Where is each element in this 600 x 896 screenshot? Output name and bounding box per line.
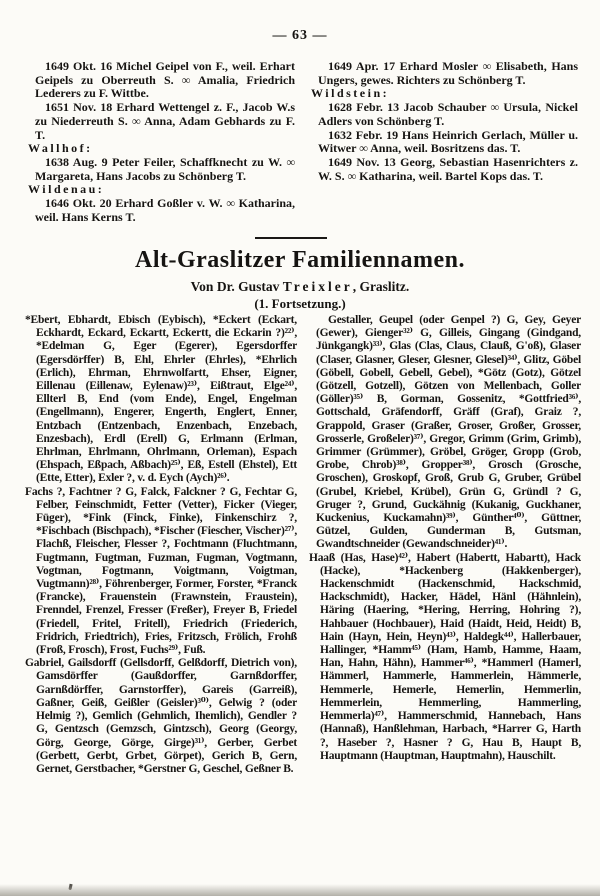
byline-author-name: Treixler bbox=[282, 279, 353, 294]
name-group-paragraph-g-continued: Gestaller, Geupel (oder Genpel ?) G, Gey, Geyer (Gewer), Gienger³²⁾ G, Gilleis, Gingang (Gindgand, Jünkgangk)³³⁾, Glas (Clas, Claus, Clauß, G'oß), Glaser (Claser, Glasner, Gleser, Glesner, Glesel)³⁴⁾, Glitz, Göbel (Göbell, Gobell, Gebell, Gebel), *Götz (Gotz), Götzel (Götzell, Gotzell), Götzen von Mellenbach, Goller (Göller)³⁵⁾ B, Gorman, Gossenitz, *Gottfried³⁶⁾, Gottschald, Gräfendorff, Gräff (Graf), Graiz ?, Grappold, Graser (Graßer, Groser, Großer, Grosser, Grosserle, Großeler)³⁷⁾, Gregor, Grimm (Grim, Grimb), Grimmer (Grümmer), Gröbel, Gröger, Gropp (Grob, Grobe, Chrob)³⁸⁾, Gropper³⁸⁾, Grosch (Grosche, Groschen), Groskopf, Groß, Grub G, Gruber, Grübel (Grubel, Kriebel, Krübel), Grün G, Gründl ? G, Gruger ?, Grund, Guckähnig (Kukanig, Guckhaner, Kuckenius, Kuckamahn)³⁹⁾, Günther⁴⁰⁾, Güttner, Gützel, Gulden, Gunderman B, Gutsman, Gwandtschneider (Gewandschneider)⁴¹⁾. bbox=[316, 314, 581, 551]
byline-suffix: , Graslitz. bbox=[352, 279, 410, 294]
byline-prefix: Von Dr. Gustav bbox=[190, 279, 283, 294]
name-group-paragraph-e: *Ebert, Ebhardt, Ebisch (Eybisch), *Eckert (Eckart, Eckhardt, Eckard, Eckartt, Eckertt, die Eckarin ?)²²⁾, *Edelman G, Eger (Egerer), Egersdorffer (Egersdörffer) B, Ehl, Ehrler (Ehrles), *Ehrlich (Erlich), Ehrman, Ehrnwolfartt, Ehser, Eigner, Eillenau (Eillenaw, Eylenaw)²³⁾, Eißtraut, Elge²⁴⁾, Ellterl B, End (vom Ende), Engel, Engelman (Engellmann), Engerer, Engerth, Englert, Enner, Entzbach (Entzenbach, Enzenbach, Enzebach, Enzesbach), Erdl (Erell) G, Erlmann (Erlman, Ehrlman, Ehrlmann, Ohrlmann, Orleman), Espach (Ehspach, Eßpach, Aßbach)²⁵⁾, Eß, Estell (Ehstel), Ett (Ette, Etter), Exler ?, v. d. Eych (Aych)²⁶⁾. bbox=[25, 314, 297, 485]
record-entry: 1651 Nov. 18 Erhard Wettengel z. F., Jacob W.s zu Niederreuth S. ∞ Anna, Adam Gebhards zu F. T. bbox=[35, 100, 295, 142]
record-entry: 1632 Febr. 19 Hans Heinrich Gerlach, Müller u. Witwer ∞ Anna, weil. Bosritzens das. T. bbox=[318, 127, 578, 156]
place-heading: Wildstein: bbox=[311, 86, 390, 101]
namelist-right-column bbox=[309, 314, 581, 870]
record-entry: 1649 Nov. 13 Georg, Sebastian Hasenrichters z. W. S. ∞ Katharina, weil. Bartel Kops das. T. bbox=[318, 154, 578, 183]
name-group-paragraph-h: Haaß (Has, Hase)⁴²⁾, Habert (Habertt, Habartt), Hack (Hacke), *Hackenberg (Hakkenberger), Hackenschmidt (Hackenschmid, Hackschmid, Hackschmidt), Hacker, Hädel, Hänl (Hähnlein), Häring (Haering, *Hering, Herring, Hohring ?), Hahbauer (Hochbauer), Haid (Haidt, Heid, Heidt) B, Hain (Hayn, Hein, Heyn)⁴³⁾, Haldegk⁴⁴⁾, Hallerbauer, Hallinger, *Hamm⁴⁵⁾ (Ham, Hamb, Hamme, Haam, Han, Hahn, Hähn), Hammer⁴⁶⁾, *Hammerl (Hamerl, Hämmerl, Hammerle, Hammerlein, Hämmerle, Hemmerle, Hemerle, Hemerlin, Hemmerlin, Hemmerlein, Hemmerling, Hammerling, Hemmerla)⁴⁷⁾, Hammerschmid, Hannebach, Hans (Hannaß), Hanßlehman, Harbach, *Harrer G, Harth ?, Haseber ?, Hasner ? G, Hau B, Haupt B, Hauptmann (Hauptman, Hauptmahn), Hauschilt. bbox=[309, 551, 581, 762]
name-group-paragraph-f: Fachs ?, Fachtner ? G, Falck, Falckner ? G, Fechtar G, Felber, Feinschmidt, Fetter (Vetter), Ficker (Vieger, Füger), *Fink (Finck, Finke), Finkenschirz ?, *Fischbach (Bischpach), *Fischer (Fiescher, Vischer)²⁷⁾, Flachß, Fleischer, Flesser ?, Fochtmann (Fluchtmann, Fugtmann, Fugtman, Fuzman, Fugman, Vogtmann, Vogtman, Fogtmann, Voigtmann, Voigtman, Vugtmann)²⁸⁾, Föhrenberger, Former, Forster, *Franck (Francke), Frauenstein (Frawnstein, Fraustein), Frenndel, Frenzel, Fresser (Freßer), Freyer B, Friedel (Friedell, Fritel, Fritell), Friedrich (Friederich, Fridrich, Friedtrich), Fries, Fritzsch, Frölich, Frohß (Froß, Frosch), Frost, Fuchs²⁹⁾, Fuß. bbox=[25, 485, 297, 657]
page-number: — 63 — bbox=[272, 28, 328, 43]
name-group-paragraph-g: Gabriel, Gailsdorff (Gellsdorff, Gelßdorff, Dietrich von), Gamsdörffer (Gaußdorffer, Garnßdorffer, Garnßdörffer, Garnstorffer), Gareis (Garreiß), Gaßner, Geiß, Geißler (Geisler)³⁰⁾, Gelwig ? (oder Helmig ?), Gemlich (Gehmlich, Ihemlich), Gendler ? G, Gentzsch (Gemzsch, Gintzsch), Georg (Georgy, Görg, George, Görge, Girge)³¹⁾, Gerber, Gerbet (Gerbett, Gerbt, Grbet, Görpet), Gerich B, Gern, Gernet, Gerstbacher, *Gerstner G, Geschel, Geßner B. bbox=[25, 657, 297, 775]
marriage-records-section bbox=[28, 60, 578, 224]
article-byline bbox=[0, 279, 600, 295]
family-name-list bbox=[25, 314, 581, 870]
record-entry: 1649 Apr. 17 Erhard Mosler ∞ Elisabeth, Hans Ungers, gewes. Richters zu Schönberg T. bbox=[318, 59, 578, 87]
record-entry: 1646 Okt. 20 Erhard Goßler v. W. ∞ Katharina, weil. Hans Kerns T. bbox=[35, 196, 295, 224]
record-entry: 1628 Febr. 13 Jacob Schauber ∞ Ursula, Nickel Adlers von Schönberg T. bbox=[318, 100, 578, 128]
article-title: Alt-Graslitzer Familiennamen. bbox=[135, 247, 465, 273]
record-entry: 1638 Aug. 9 Peter Feiler, Schaffknecht zu W. ∞ Margareta, Hans Jacobs zu Schönberg T. bbox=[35, 154, 295, 183]
records-right-column bbox=[311, 60, 578, 224]
scan-edge-shadow bbox=[0, 884, 600, 896]
place-heading: Wallhof: bbox=[28, 141, 93, 156]
records-left-column bbox=[28, 60, 295, 224]
place-heading: Wildenau: bbox=[28, 182, 105, 197]
section-divider-rule bbox=[255, 237, 327, 239]
record-entry: 1649 Okt. 16 Michel Geipel von F., weil. Erhart Geipels zu Oberreuth S. ∞ Amalia, Friedrich Lederers zu F. Wittbe. bbox=[35, 59, 295, 101]
article-subtitle: (1. Fortsetzung.) bbox=[254, 296, 346, 311]
namelist-left-column bbox=[25, 314, 297, 870]
